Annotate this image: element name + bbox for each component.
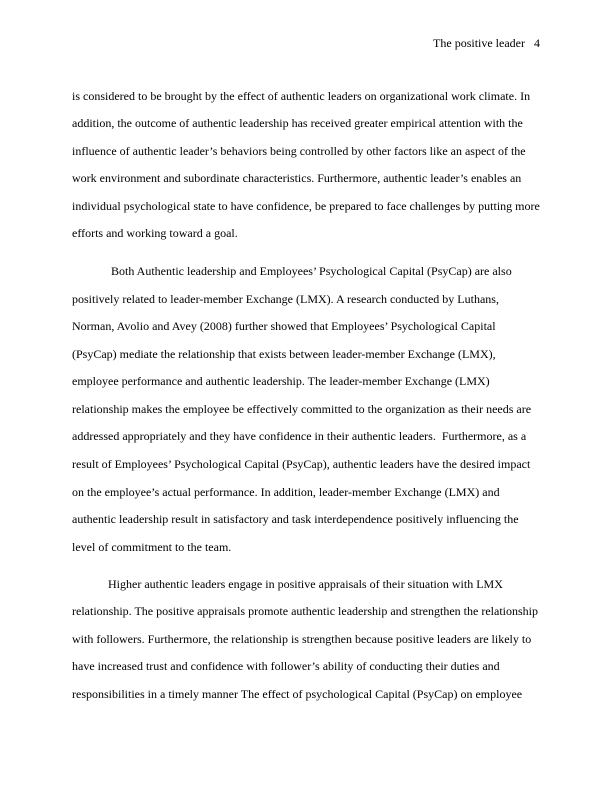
body-line: efforts and working toward a goal. [72,226,238,240]
body-line: addressed appropriately and they have confidence in their authentic leaders. Furthermore, as a [72,429,527,443]
body-line: work environment and subordinate characteristics. Furthermore, authentic leader’s enables an [72,171,522,185]
body-line: addition, the outcome of authentic leadership has received greater empirical attention with the [72,116,523,130]
body-line: employee performance and authentic leadership. The leader-member Exchange (LMX) [72,374,490,388]
body-line: Both Authentic leadership and Employees’ Psychological Capital (PsyCap) are also [108,264,512,278]
body-line: result of Employees’ Psychological Capital (PsyCap), authentic leaders have the desired impact [72,457,531,471]
body-line: individual psychological state to have confidence, be prepared to face challenges by putting more [72,199,540,213]
body-line: relationship. The positive appraisals promote authentic leadership and strengthen the relationship [72,604,538,618]
running-head [433,36,540,50]
body-line: relationship makes the employee be effectively committed to the organization as their needs are [72,402,532,416]
body-line: influence of authentic leader’s behaviors being controlled by other factors like an aspect of the [72,144,526,158]
body-line: authentic leadership result in satisfactory and task interdependence positively influencing the [72,512,519,526]
body-line: have increased trust and confidence with follower’s ability of conducting their duties and [72,659,500,673]
body-line: Norman, Avolio and Avey (2008) further showed that Employees’ Psychological Capital [72,319,496,333]
body-line: responsibilities in a timely manner The effect of psychological Capital (PsyCap) on employee [72,687,523,701]
body-line: positively related to leader-member Exchange (LMX). A research conducted by Luthans, [72,292,499,306]
body-line: on the employee’s actual performance. In addition, leader-member Exchange (LMX) and [72,485,500,499]
body-line: Higher authentic leaders engage in positive appraisals of their situation with LMX [108,577,503,591]
body-line: is considered to be brought by the effect of authentic leaders on organizational work climate. In [72,89,531,103]
running-head-title: The positive leader [433,36,525,50]
page-number: 4 [534,36,540,50]
body-line: with followers. Furthermore, the relationship is strengthen because positive leaders are likely to [72,632,532,646]
body-line: (PsyCap) mediate the relationship that exists between leader-member Exchange (LMX), [72,347,496,361]
body-line: level of commitment to the team. [72,540,232,554]
